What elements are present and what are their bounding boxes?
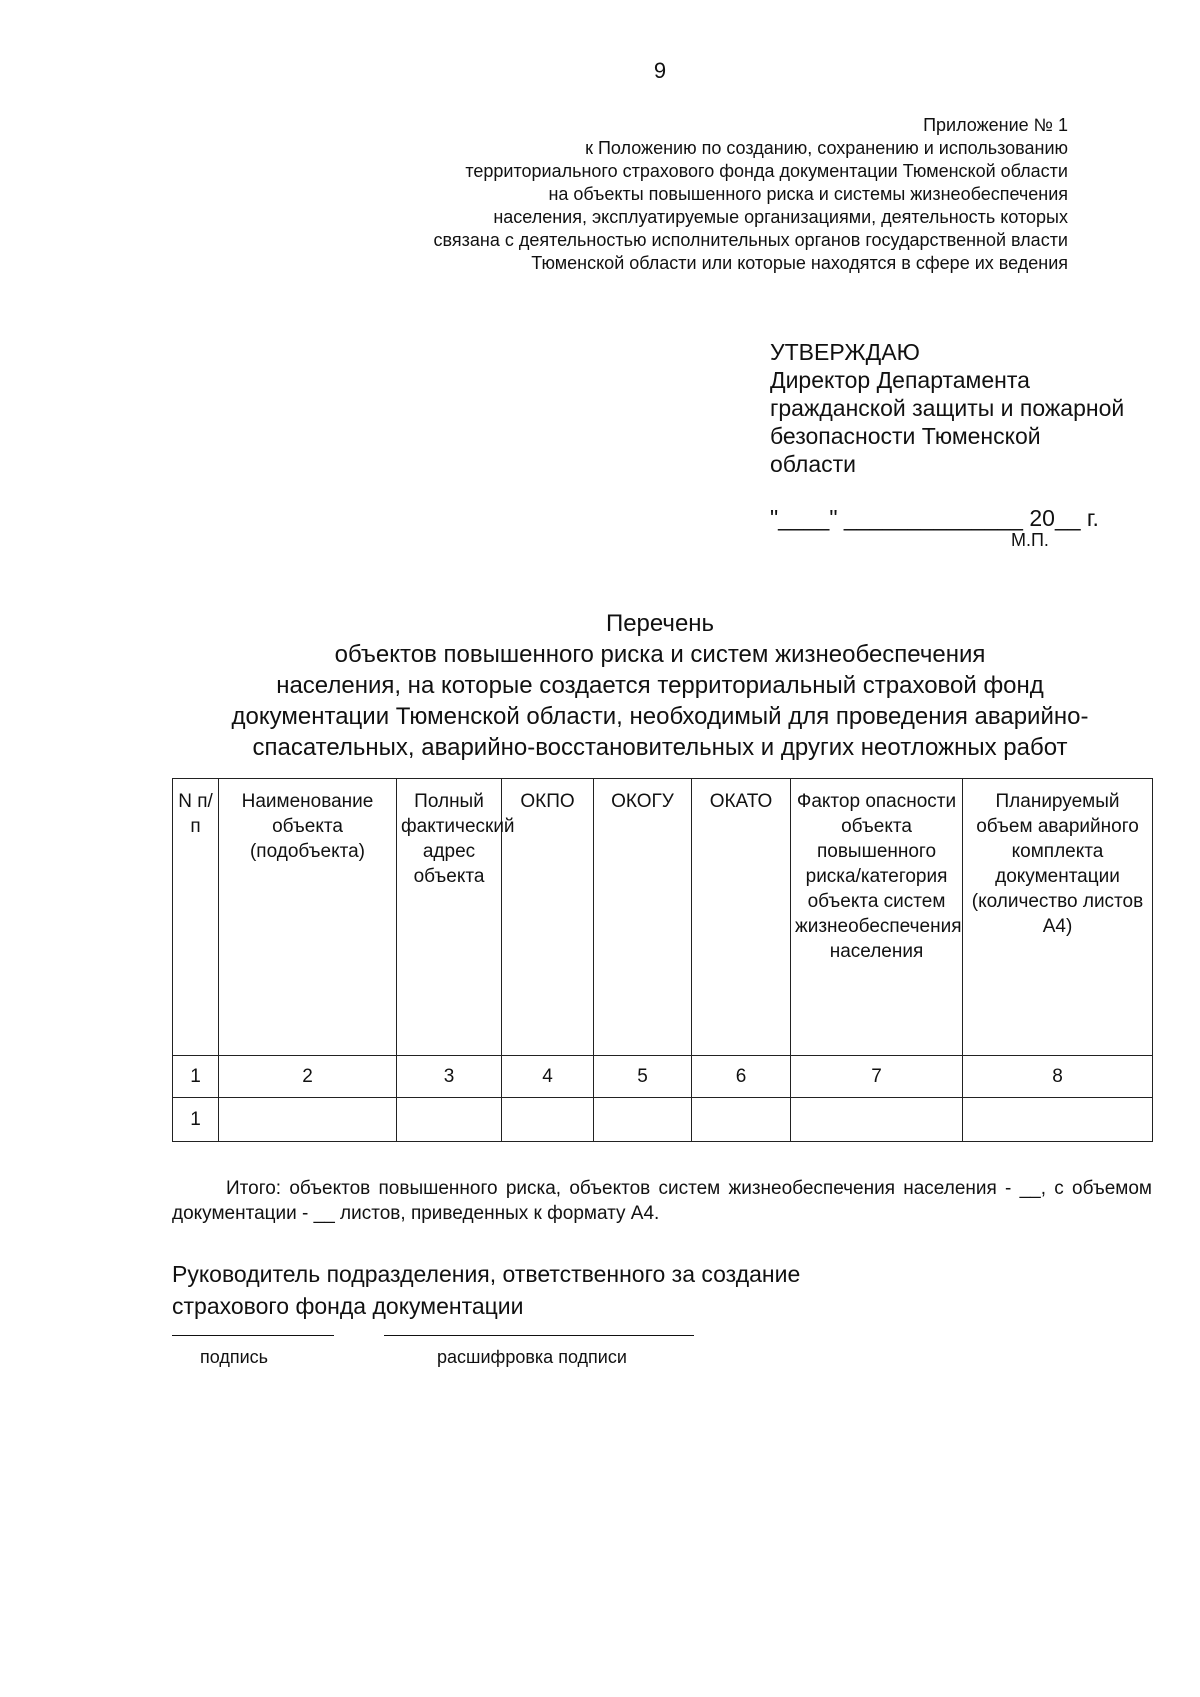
column-number: 5 (594, 1056, 692, 1098)
title-line: Перечень (605, 610, 715, 637)
header-cell-planned-volume: Планируемый объем аварийного комплекта документации (количество листов А4) (963, 779, 1153, 1056)
table-cell (397, 1098, 502, 1142)
table-cell (791, 1098, 963, 1142)
header-cell-okpo: ОКПО (502, 779, 594, 1056)
table-cell: 1 (173, 1098, 219, 1142)
column-number: 7 (791, 1056, 963, 1098)
table-cell (502, 1098, 594, 1142)
approval-block (770, 338, 1124, 478)
approval-date-line: "____" ______________ 20__ г. (770, 505, 1099, 531)
page-number: 9 (653, 58, 667, 83)
approval-line: области (770, 451, 857, 477)
header-cell-address: Полный фактический адрес объекта (397, 779, 502, 1056)
head-signature-line: Руководитель подразделения, ответственного за создание (172, 1261, 801, 1287)
approval-heading: УТВЕРЖДАЮ (770, 339, 920, 365)
head-signature-block (172, 1258, 800, 1322)
appendix-line: Тюменской области или которые находятся в сфере их ведения (531, 253, 1068, 273)
title-line: населения, на которые создается территориальный страховой фонд (276, 672, 1044, 699)
objects-table (172, 778, 1153, 1142)
header-cell-okato: ОКАТО (692, 779, 791, 1056)
column-number: 8 (963, 1056, 1153, 1098)
appendix-line: к Положению по созданию, сохранению и использованию (585, 138, 1068, 158)
column-number: 1 (173, 1056, 219, 1098)
column-number: 6 (692, 1056, 791, 1098)
table-row (173, 1098, 1153, 1142)
table-cell (692, 1098, 791, 1142)
appendix-line: Приложение № 1 (923, 115, 1068, 135)
column-number: 2 (219, 1056, 397, 1098)
document-title (150, 608, 1170, 763)
signature-field[interactable] (172, 1335, 334, 1336)
table-cell (963, 1098, 1153, 1142)
approval-line: безопасности Тюменской (770, 423, 1041, 449)
column-number-row (173, 1056, 1153, 1098)
header-cell-name: Наименование объекта (подобъекта) (219, 779, 397, 1056)
approval-line: Директор Департамента (770, 367, 1030, 393)
appendix-line: связана с деятельностью исполнительных органов государственной власти (433, 230, 1068, 250)
appendix-line: населения, эксплуатируемые организациями, деятельность которых (493, 207, 1068, 227)
appendix-line: на объекты повышенного риска и системы жизнеобеспечения (548, 184, 1068, 204)
column-number: 3 (397, 1056, 502, 1098)
title-line: объектов повышенного риска и систем жизнеобеспечения (334, 641, 986, 668)
table-cell (219, 1098, 397, 1142)
title-line: спасательных, аварийно-восстановительных и других неотложных работ (252, 734, 1068, 761)
head-signature-line: страхового фонда документации (172, 1293, 524, 1319)
signature-caption: подпись (200, 1347, 269, 1367)
header-cell-number: N п/п (173, 779, 219, 1056)
table-header-row (173, 779, 1153, 1056)
appendix-reference (434, 114, 1068, 275)
total-summary: Итого: объектов повышенного риска, объектов систем жизнеобеспечения населения - __, с объемом документации - __ листов, приведенных к формату А4. (172, 1178, 1152, 1224)
title-line: документации Тюменской области, необходимый для проведения аварийно- (231, 703, 1089, 730)
table-cell (594, 1098, 692, 1142)
stamp-mark: М.П. (1011, 530, 1049, 550)
decoding-caption: расшифровка подписи (437, 1347, 627, 1367)
signature-decoding-field[interactable] (384, 1335, 694, 1336)
header-cell-okogu: ОКОГУ (594, 779, 692, 1056)
appendix-line: территориального страхового фонда документации Тюменской области (465, 161, 1068, 181)
column-number: 4 (502, 1056, 594, 1098)
approval-line: гражданской защиты и пожарной (770, 395, 1125, 421)
header-cell-hazard-factor: Фактор опасности объекта повышенного риска/категория объекта систем жизнеобеспечения населения (791, 779, 963, 1056)
